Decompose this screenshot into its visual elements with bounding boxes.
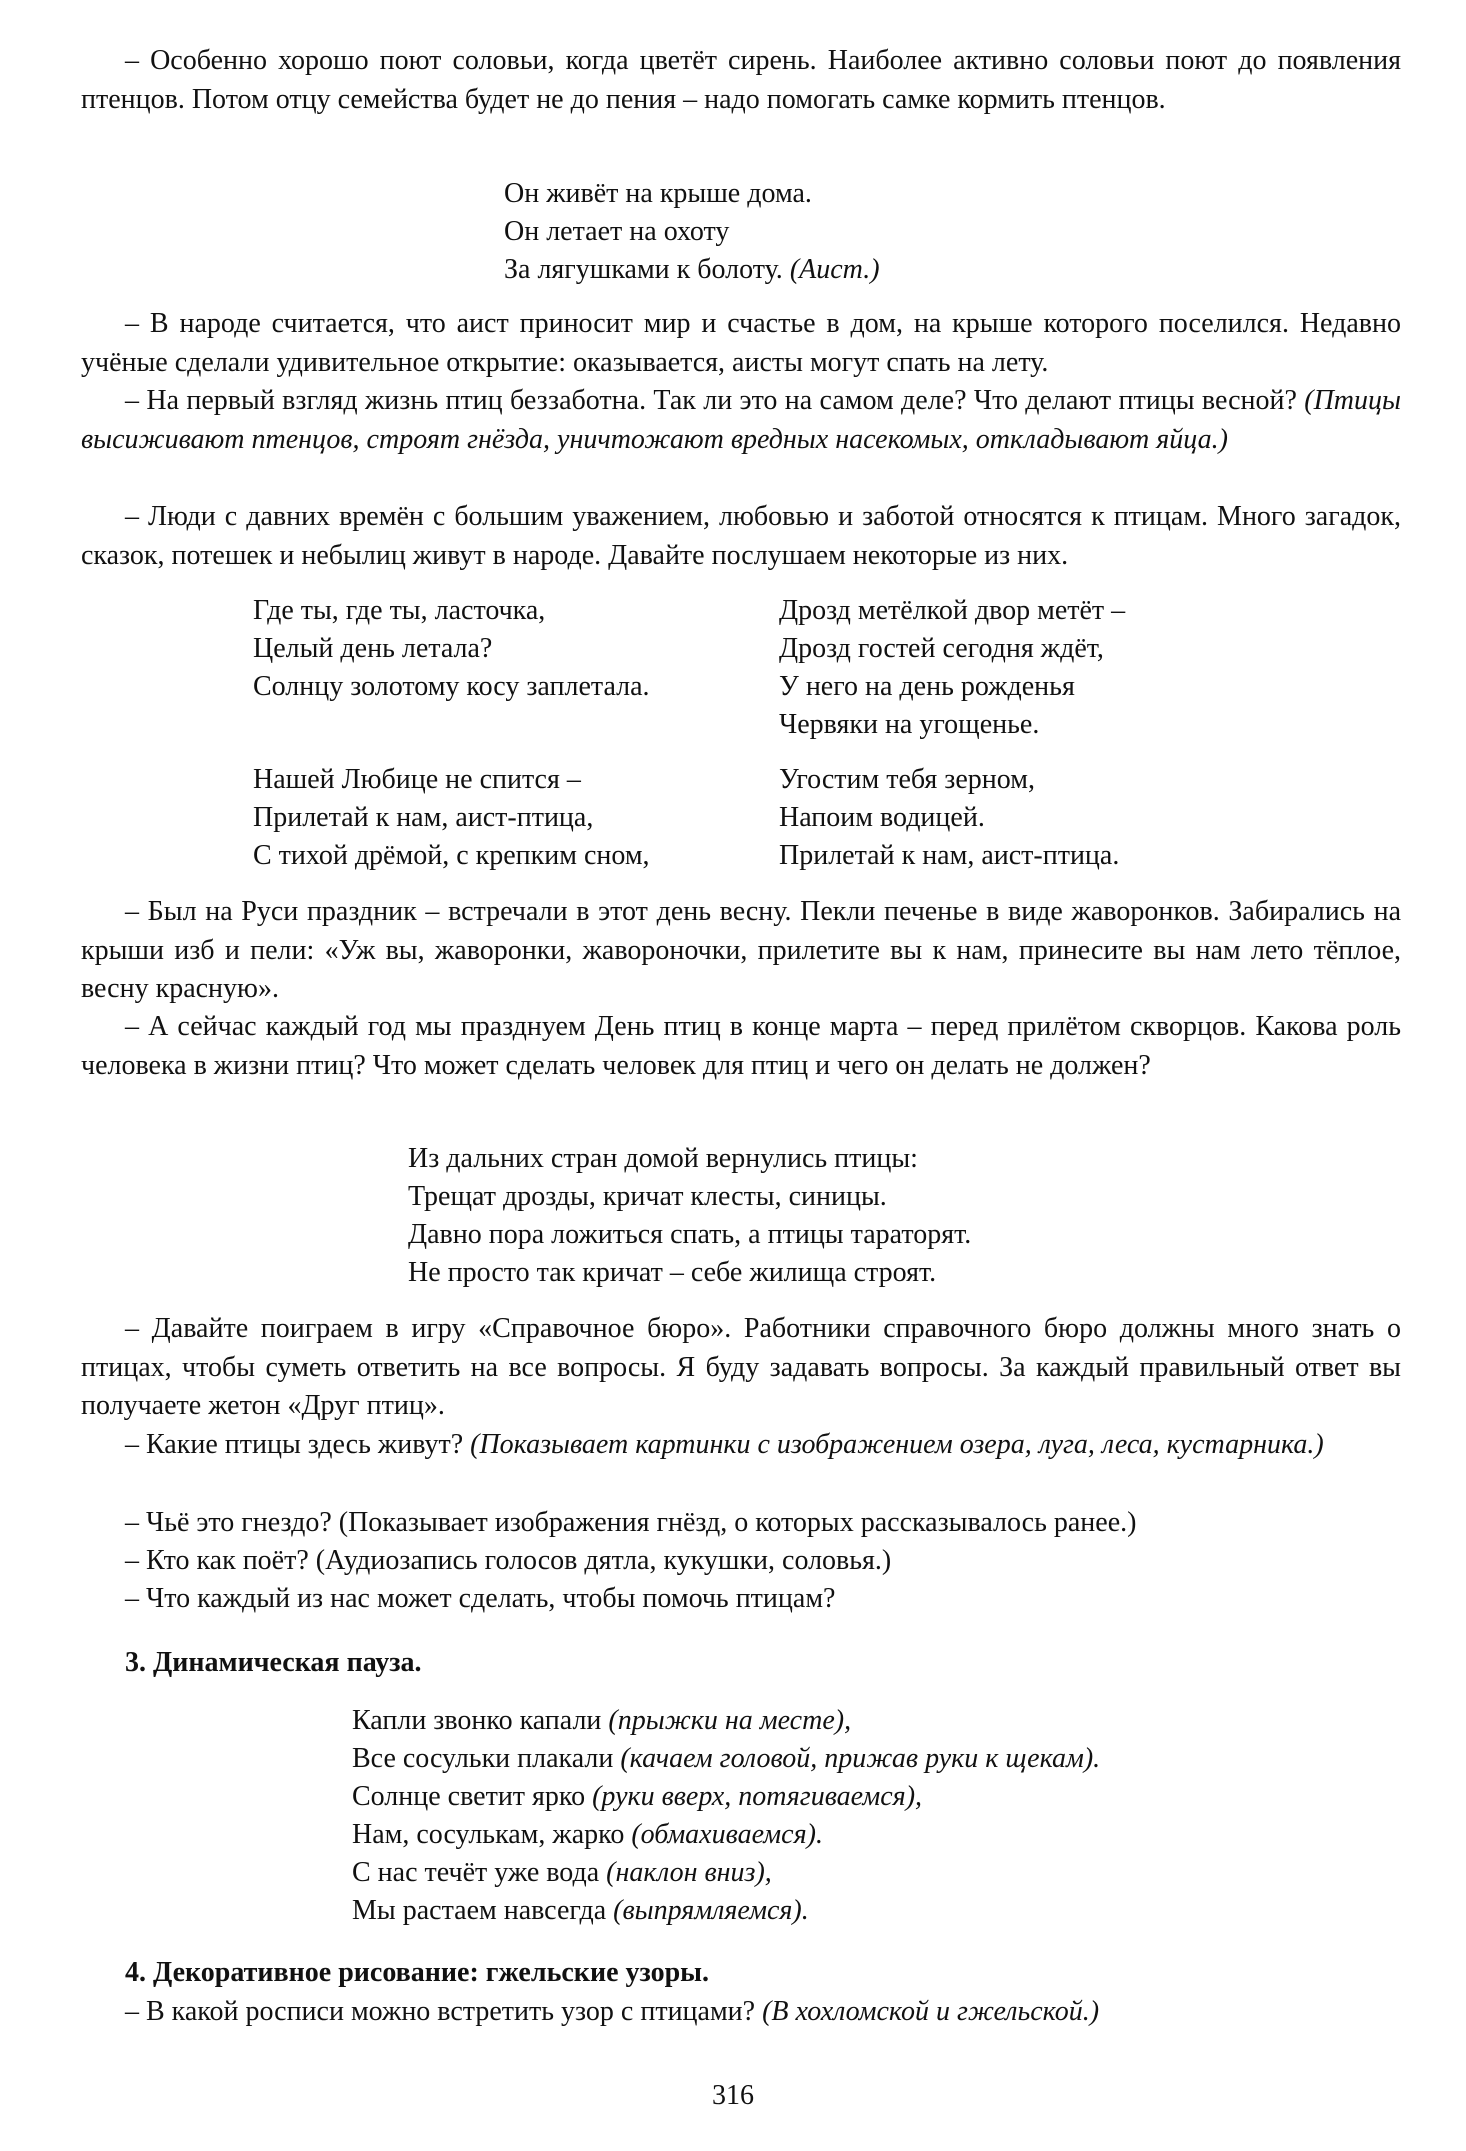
poem-return-line-2: Трещат дрозды, кричат клесты, синицы. [408,1181,887,1212]
poem-stork-line-3: Прилетай к нам, аист-птица. [779,840,1120,871]
paragraph-larks-holiday: – Был на Руси праздник – встречали в этот день весну. Пекли печенье в виде жаворонков. Забирались на крыши изб и пели: «Уж вы, жаворонки, жавороночки, прилетите вы к нам, принесите вы нам лето тёплое, весну красную». [81,896,1401,1004]
poem-stork-line-1: Угостим тебя зерном, [779,764,1035,795]
page-number: 316 [712,2080,754,2111]
poem-lyubitsa-line-3: С тихой дрёмой, с крепким сном, [253,840,650,871]
poem-thrush-line-3: У него на день рожденья [779,671,1075,702]
section-heading-gzhel: 4. Декоративное рисование: гжельские узоры. [125,1957,710,1988]
poem-return-line-1: Из дальних стран домой вернулись птицы: [408,1143,918,1174]
paragraph-bird-day: – А сейчас каждый год мы празднуем День птиц в конце марта – перед прилётом скворцов. Какова роль человека в жизни птиц? Что может сделать человек для птиц и чего он делать не должен? [81,1011,1401,1081]
riddle-line-2: Он летает на охоту [504,216,730,247]
poem-thrush-line-2: Дрозд гостей сегодня ждёт, [779,633,1104,664]
poem-thrush-line-1: Дрозд метёлкой двор метёт – [779,595,1126,626]
pause-line-5: С нас течёт уже вода (наклон вниз), [352,1857,772,1888]
paragraph-spring-birds: – На первый взгляд жизнь птиц беззаботна. Так ли это на самом деле? Что делают птицы весной? (Птицы высиживают птенцов, строят гнёзда, уничтожают вредных насекомых, откладывают яйца.) [81,385,1401,455]
riddle-line-1: Он живёт на крыше дома. [504,178,812,209]
paragraph-folklore: – Люди с давних времён с большим уважением, любовью и заботой относятся к птицам. Много загадок, сказок, потешек и небылиц живут в народе. Давайте послушаем некоторые из них. [81,501,1401,571]
poem-lyubitsa-line-1: Нашей Любице не спится – [253,764,581,795]
paragraph-nightingales: – Особенно хорошо поют соловьи, когда цветёт сирень. Наиболее активно соловьи поют до появления птенцов. Потом отцу семейства будет не до пения – надо помогать самке кормить птенцов. [81,45,1401,115]
riddle-answer: (Аист.) [789,254,880,285]
question-nest: – Чьё это гнездо? (Показывает изображения гнёзд, о которых рассказывалось ранее.) [125,1507,1137,1538]
paragraph-info-bureau-game: – Давайте поиграем в игру «Справочное бюро». Работники справочного бюро должны много знать о птицах, чтобы суметь ответить на все вопросы. Я буду задавать вопросы. За каждый правильный ответ вы получаете жетон «Друг птиц». [81,1313,1401,1421]
poem-return-line-4: Не просто так кричат – себе жилища строят. [408,1257,937,1288]
question-painting: – В какой росписи можно встретить узор с птицами? (В хохломской и гжельской.) [125,1996,1100,2027]
poem-swallow-line-1: Где ты, где ты, ласточка, [253,595,546,626]
section-heading-dynamic-pause: 3. Динамическая пауза. [125,1647,422,1678]
paragraph-which-birds: – Какие птицы здесь живут? (Показывает картинки с изображением озера, луга, леса, кустарника.) [125,1429,1324,1460]
pause-line-1: Капли звонко капали (прыжки на месте), [352,1705,852,1736]
poem-return-line-3: Давно пора ложиться спать, а птицы тараторят. [408,1219,972,1250]
pause-line-6: Мы растаем навсегда (выпрямляемся). [352,1895,809,1926]
poem-swallow-line-3: Солнцу золотому косу заплетала. [253,671,650,702]
riddle-line-3: За лягушками к болоту. (Аист.) [504,254,880,285]
poem-thrush-line-4: Червяки на угощенье. [779,709,1040,740]
poem-lyubitsa-line-2: Прилетай к нам, аист-птица, [253,802,594,833]
question-help-birds: – Что каждый из нас может сделать, чтобы помочь птицам? [125,1583,836,1614]
pause-line-3: Солнце светит ярко (руки вверх, потягиваемся), [352,1781,923,1812]
poem-stork-line-2: Напоим водицей. [779,802,985,833]
paragraph-stork: – В народе считается, что аист приносит мир и счастье в дом, на крыше которого поселился. Недавно учёные сделали удивительное открытие: оказывается, аисты могут спать на лету. [81,308,1401,378]
pause-line-2: Все сосульки плакали (качаем головой, прижав руки к щекам). [352,1743,1101,1774]
poem-swallow-line-2: Целый день летала? [253,633,493,664]
question-singing: – Кто как поёт? (Аудиозапись голосов дятла, кукушки, соловья.) [125,1545,892,1576]
pause-line-4: Нам, сосулькам, жарко (обмахиваемся). [352,1819,823,1850]
